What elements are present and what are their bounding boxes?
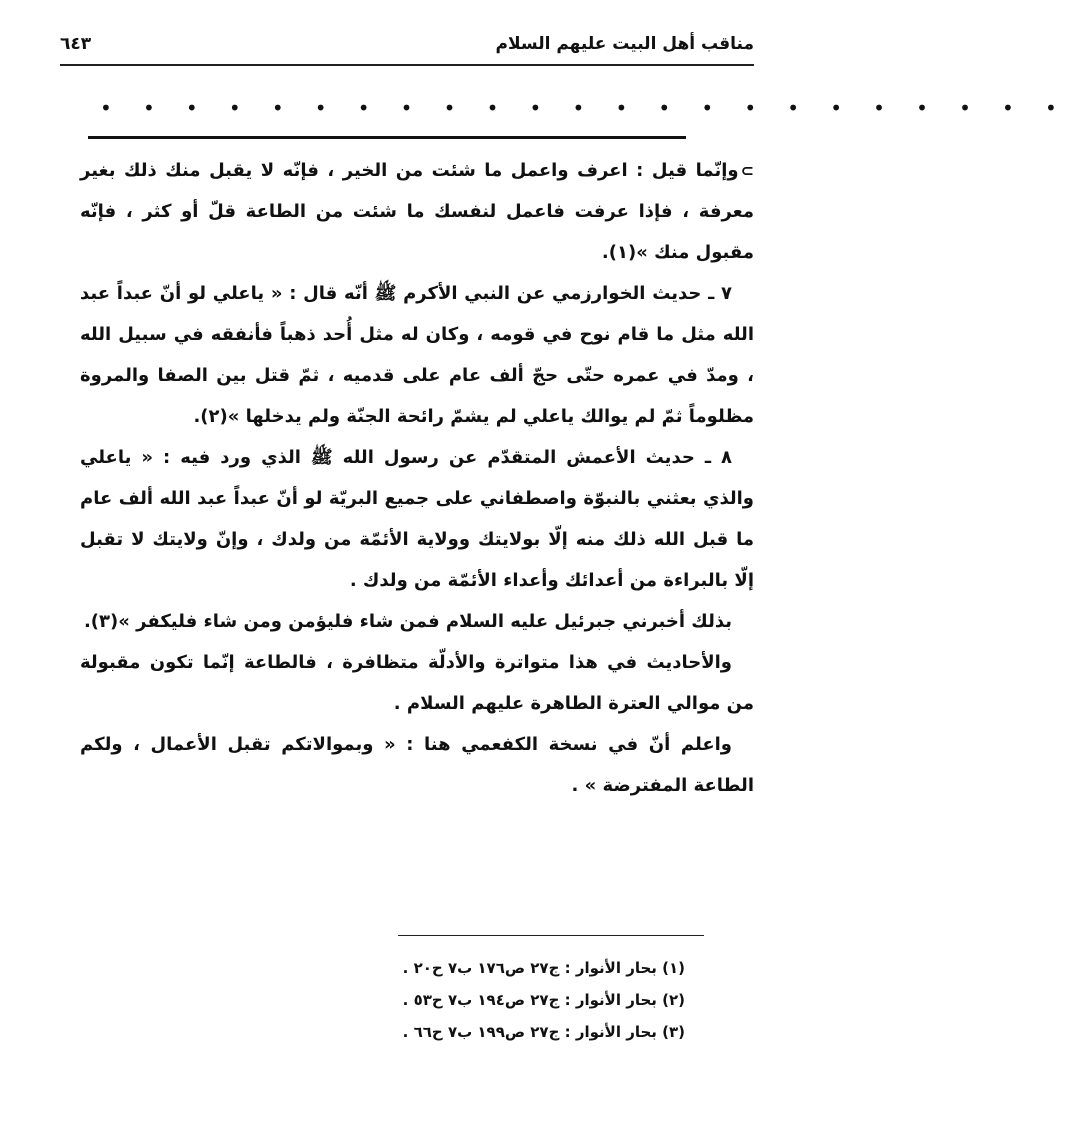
paragraph-1-text: وإنّما قيل : اعرف واعمل ما شئت من الخير ، فإنّه لا يقبل منك ذلك بغير معرفة ، فإذا عرفت فاعمل لنفسك ما شئت من الطاعة قلّ أو كثر ، فإنّه مقبول منك »(١). <box>80 160 754 263</box>
paragraph-3: ٨ ـ حديث الأعمش المتقدّم عن رسول الله ﷺ الذي ورد فيه : « ياعلي والذي بعثني بالنبوّة واصطفاني على جميع البريّة لو أنّ عبداً عبد الله ألف عام ما قبل الله ذلك منه إلّا بولايتك وولاية الأئمّة من ولدك ، وإنّ ولايتك لا تقبل إلّا بالبراءة من أعدائك وأعداء الأئمّة من ولدك . <box>80 447 754 591</box>
footnote-3: (٣) بحار الأنوار : ج٢٧ ص١٩٩ ب٧ ح٦٦ . <box>402 1023 685 1041</box>
footnote-2: (٢) بحار الأنوار : ج٢٧ ص١٩٤ ب٧ ح٥٣ . <box>402 991 685 1009</box>
paragraph-6: واعلم أنّ في نسخة الكفعمي هنا : « وبموالاتكم تقبل الأعمال ، ولكم الطاعة المفترضة » . <box>80 734 754 796</box>
footnote-rule <box>398 935 704 936</box>
paragraph-1 <box>80 150 754 273</box>
section-rule <box>88 136 686 139</box>
paragraph-5: والأحاديث في هذا متواترة والأدلّة متظافرة ، فالطاعة إنّما تكون مقبولة من موالي العترة الطاهرة عليهم السلام . <box>80 652 754 714</box>
paragraph-4: بذلك أخبرني جبرئيل عليه السلام فمن شاء فليؤمن ومن شاء فليكفر »(٣). <box>83 611 732 632</box>
paragraph-2: ٧ ـ حديث الخوارزمي عن النبي الأكرم ﷺ أنّه قال : « ياعلي لو أنّ عبداً عبد الله مثل ما قام نوح في قومه ، وكان له مثل أُحد ذهباً فأنفقه في سبيل الله ، ومدّ في عمره حتّى حجّ ألف عام على قدميه ، ثمّ قتل بين الصفا والمروة مظلوماً ثمّ لم يوالك ياعلي لم يشمّ رائحة الجنّة ولم يدخلها »(٢). <box>80 283 754 427</box>
footnotes <box>403 952 685 1048</box>
running-header <box>60 28 754 66</box>
dotted-separator: • • • • • • • • • • • • • • • • • • • • • • • <box>100 96 1069 120</box>
continuation-mark: ⊃ <box>740 161 754 180</box>
page-number: ٦٤٣ <box>60 34 92 54</box>
book-title: مناقب أهل البيت عليهم السلام <box>495 34 754 54</box>
footnote-1: (١) بحار الأنوار : ج٢٧ ص١٧٦ ب٧ ح٢٠ . <box>402 959 685 977</box>
main-text <box>80 150 754 806</box>
